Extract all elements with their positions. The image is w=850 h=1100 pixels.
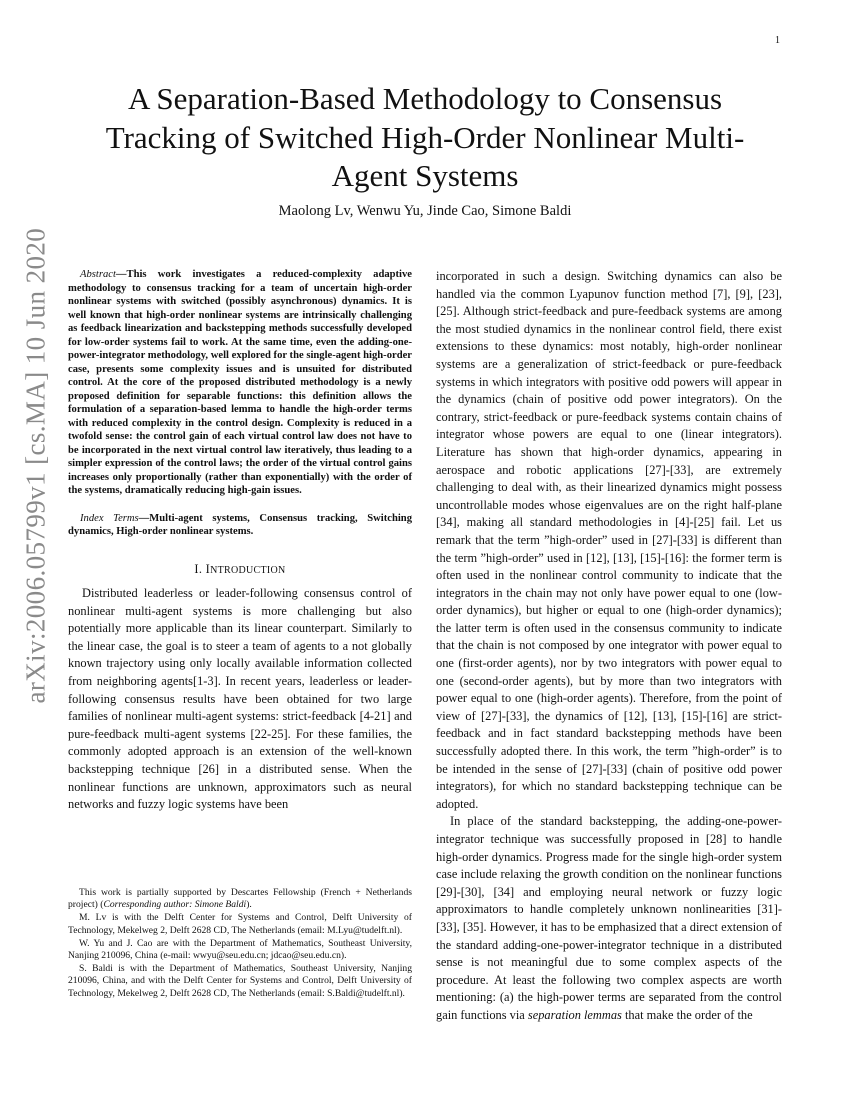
index-terms: Index Terms—Multi-agent systems, Consensus tracking, Switching dynamics, High-order nonlinear systems. [68, 512, 412, 537]
author-list: Maolong Lv, Wenwu Yu, Jinde Cao, Simone Baldi [278, 203, 572, 219]
section-heading [68, 561, 412, 580]
right-paragraph-2-end: that make the order of the [621, 1007, 753, 1022]
page-number: 1 [775, 35, 780, 46]
footnotes [68, 887, 412, 1001]
right-paragraph-1: incorporated in such a design. Switching dynamics can also be handled via the common Lyapunov function method [7], [9], [23], [25]. Although strict-feedback and pure-feedback systems are among the most studied dynamics in the nonlinear control field, there exist extensions to these dynamics: most notably, high-order nonlinear systems are a generalization of strict-feedback or pure-feedback systems in which integrators with positive odd powers will appear in the dynamics (chain of positive odd power integrators). On the contrary, strict-feedback or pure-feedback systems contain chains of integrator whose powers are equal to one (linear integrators). Literature has shown that high-order dynamics, appearing in aerospace and robotic applications [27]-[33], are extremely challenging to deal with, as their linearized dynamics might possess uncontrollable modes whose eigenvalues are on the right half-plane [34], making all standard methodologies in [4]-[25] fail. Let us remark that the term ”high-order” used in [27]-[33] is different than the term ”high-order” used in [12], [13], [15]-[16]: the former term is often used in the nonlinear control community to indicate that the integrators in the chain may not only have power equal to one (low-order dynamics), but higher or equal to one (high-order dynamics); the latter term is often used in the consensus community to indicate that the chain is not composed by one integrator with power equal to one (first-order agents), nor by two integrators with power equal to one (second-order agents), but by more than two integrators with power equal to one (high-order agents). Therefore, from the point of view of [27]-[33], the dynamics of [12], [13], [15]-[16] are strict-feedback and in fact standard backstepping methods have been successfully adopted there. In this work, the term ”high-order” is to be intended in the sense of [27]-[33] (chain of positive odd power integrators), for which no standard backstepping technique can be adopted. [436, 269, 782, 811]
right-paragraph-2-text: In place of the standard backstepping, the adding-one-power-integrator technique was successfully proposed in [28] to handle high-order dynamics. Progress made for the single high-order system case include relaxing the growth condition on the nonlinear functions [29]-[30], [34] and employing neural network or fuzzy logic approximators to handle completely unknown nonlinearities [31]-[33], [35]. However, it has to be emphasized that a direct extension of the standard adding-one-power-integrator technique in a distributed sense is not meaningful due to some complex aspects of the procedure. At least the following two complex aspects are worth mentioning: (a) the high-power terms are separated from the control gain functions via [436, 814, 782, 1022]
section-title-rest: NTRODUCTION [210, 564, 286, 576]
right-paragraph-2 [436, 813, 782, 1024]
abstract-text: This work investigates a reduced-complexity adaptive methodology to consensus tracking for a team of uncertain high-order nonlinear systems with switched (possibly asynchronous) dynamics. It is well known that high-order nonlinear systems are intrinsically challenging as feedback linearization and backstepping methods successfully developed for low-order systems fail to work. At the same time, even the adding-one-power-integrator methodology, well explored for the single-agent high-order case, presents some complexity issues and is unsuited for distributed control. At the core of the proposed distributed methodology is a newly proposed definition for separable functions: this definition allows the formulation of a separation-based lemma to handle the high-order terms with reduced complexity in the control design. Complexity is reduced in a twofold sense: the control gain of each virtual control law does not have to be incorporated in the next virtual control law iteratively, thus leading to a simpler expression of the control laws; the order of the virtual control gains increases only proportionally (rather than exponentially) with the order of the systems, dramatically reducing high-gain issues. [68, 269, 412, 496]
paper-title: A Separation-Based Methodology to Consensus Tracking of Switched High-Order Nonlinear Multi-Agent Systems [105, 81, 745, 193]
footnote-funding [68, 887, 412, 911]
intro-paragraph: Distributed leaderless or leader-following consensus control of nonlinear multi-agent systems is more challenging but also potentially more applicable than its linear counterpart. Similarly to the linear case, the goal is to steer a team of agents to a not globally known trajectory using only locally available information collected from neighboring agents[1-3]. In recent years, leaderless or leader-following consensus results have been obtained for two large families of nonlinear multi-agent systems: strict-feedback [4-21] and pure-feedback multi-agent systems [22-25]. For these families, the commonly adopted approach is an extension of the well-known backstepping technique [26] in a distributed sense. When the nonlinear functions are unknown, approximators such as neural networks and fuzzy logic systems have been [68, 586, 412, 812]
section-title-first: I [205, 561, 211, 576]
footnote-funding-end: ). [246, 899, 252, 911]
arxiv-stamp: arXiv:2006.05799v1 [cs.MA] 10 Jun 2020 [20, 227, 51, 704]
footnote-lv: M. Lv is with the Delft Center for Systems and Control, Delft University of Technology, Mekelweg 2, Delft 2628 CD, The Netherlands (email: M.Lyu@tudelft.nl). [68, 912, 412, 936]
section-number: I. [194, 561, 203, 576]
index-terms-text: Multi-agent systems, Consensus tracking, Switching dynamics, High-order nonlinear systems. [68, 512, 412, 537]
abstract: Abstract—This work investigates a reduced-complexity adaptive methodology to consensus tracking for a team of uncertain high-order nonlinear systems with switched (possibly asynchronous) dynamics. It is well known that high-order nonlinear systems are intrinsically challenging as feedback linearization and backstepping methods successfully developed for low-order systems fail to work. At the same time, even the adding-one-power-integrator methodology, well explored for the single-agent high-order case, presents some complexity issues and is unsuited for distributed control. At the core of the proposed distributed methodology is a newly proposed definition for separable functions: this definition allows the formulation of a separation-based lemma to handle the high-order terms with reduced complexity in the control design. Complexity is reduced in a twofold sense: the control gain of each virtual control law does not have to be incorporated in the next virtual control law iteratively, thus leading to a simpler expression of the control laws; the order of the virtual control gains increases only proportionally (rather than exponentially) with the order of the systems, dramatically reducing high-gain issues. [68, 269, 412, 496]
footnote-baldi: S. Baldi is with the Department of Mathematics, Southeast University, Nanjing 210096, China, and with the Delft Center for Systems and Control, Delft University of Technology, Mekelweg 2, Delft 2628 CD, The Netherlands (email: S.Baldi@tudelft.nl). [68, 963, 412, 999]
abstract-lead: Abstract [80, 269, 116, 280]
right-column [436, 268, 782, 1025]
footnote-corresponding: Corresponding author: Simone Baldi [103, 899, 247, 911]
footnote-funding-text: This work is partially supported by Descartes Fellowship (French + Netherlands project) ( [68, 887, 412, 911]
separation-lemmas-term: separation lemmas [527, 1007, 622, 1022]
footnote-yu-cao: W. Yu and J. Cao are with the Department of Mathematics, Southeast University, Nanjing 210096, China (e-mail: wwyu@seu.edu.cn; jdcao@seu.edu.cn). [68, 937, 412, 962]
left-column [68, 268, 412, 814]
index-terms-lead: Index Terms [80, 512, 139, 524]
